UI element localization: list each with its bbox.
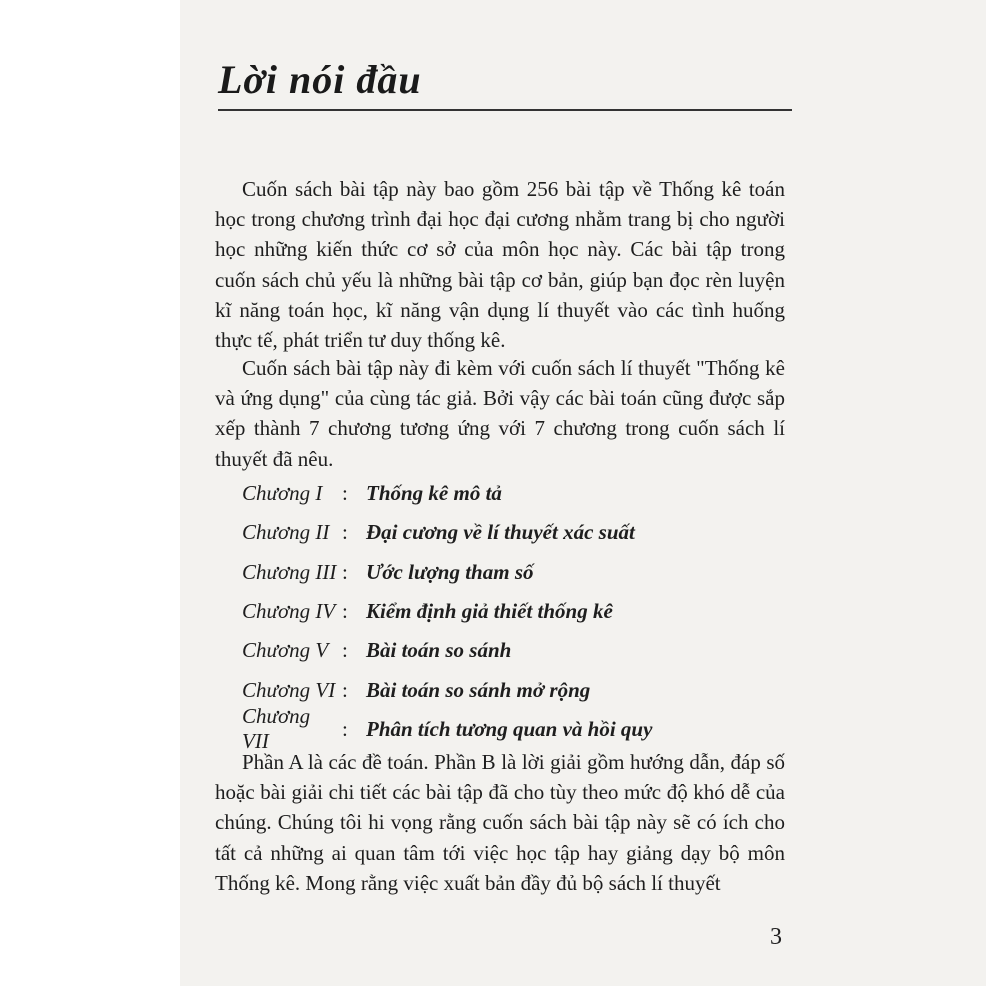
chapter-number: Chương VI [242,677,336,702]
chapter-number: Chương III [242,559,337,584]
chapter-title: Bài toán so sánh mở rộng [366,677,591,702]
chapter-number: Chương V [242,638,329,663]
chapter-number: Chương II [242,520,330,545]
chapter-title: Kiểm định giả thiết thống kê [366,599,613,624]
chapter-title: Đại cương về lí thuyết xác suất [366,520,635,545]
paragraph-intro: Cuốn sách bài tập này bao gồm 256 bài tập về Thống kê toán học trong chương trình đại học đại cương nhằm trang bị cho người học những kiến thức cơ sở của môn học này. Các bài tập trong cuốn sách chủ yếu là những bài tập cơ bản, giúp bạn đọc rèn luyện kĩ năng toán học, kĩ năng vận dụng lí thuyết vào các tình huống thực tế, phát triển tư duy thống kê. [215,177,785,353]
chapter-item [242,704,782,754]
chapter-colon: : [342,599,348,624]
chapter-number: Chương IV [242,599,336,624]
chapter-colon: : [342,716,348,741]
paragraph-structure: Cuốn sách bài tập này đi kèm với cuốn sách lí thuyết "Thống kê và ứng dụng" của cùng tác giả. Bởi vậy các bài toán cũng được sắp xếp thành 7 chương tương ứng với 7 chương trong cuốn sách lí thuyết đã nêu. [215,356,785,471]
chapter-title: Bài toán so sánh [366,638,512,663]
page-number: 3 [770,924,782,950]
chapter-number: Chương I [242,481,323,506]
page-heading: Lời nói đầu [218,57,422,102]
chapter-item [242,474,782,513]
chapter-item [242,592,782,631]
chapter-item [242,513,782,552]
chapter-colon: : [342,481,348,506]
chapter-item [242,631,782,670]
paragraph-parts: Phần A là các đề toán. Phần B là lời giải gồm hướng dẫn, đáp số hoặc bài giải chi tiết các bài tập đã cho tùy theo mức độ khó dễ của chúng. Chúng tôi hi vọng rằng cuốn sách bài tập này sẽ có ích cho tất cả những ai quan tâm tới việc học tập hay giảng dạy bộ môn Thống kê. Mong rằng việc xuất bản đầy đủ bộ sách lí thuyết [215,750,785,895]
chapter-title: Phân tích tương quan và hồi quy [366,716,653,741]
chapter-colon: : [342,559,348,584]
chapter-colon: : [342,677,348,702]
heading-rule [218,109,792,111]
chapter-number: Chương VII [242,704,311,754]
chapter-list [242,474,782,754]
chapter-item [242,553,782,592]
chapter-title: Ước lượng tham số [366,559,534,584]
chapter-colon: : [342,638,348,663]
chapter-colon: : [342,520,348,545]
chapter-title: Thống kê mô tả [366,481,502,506]
